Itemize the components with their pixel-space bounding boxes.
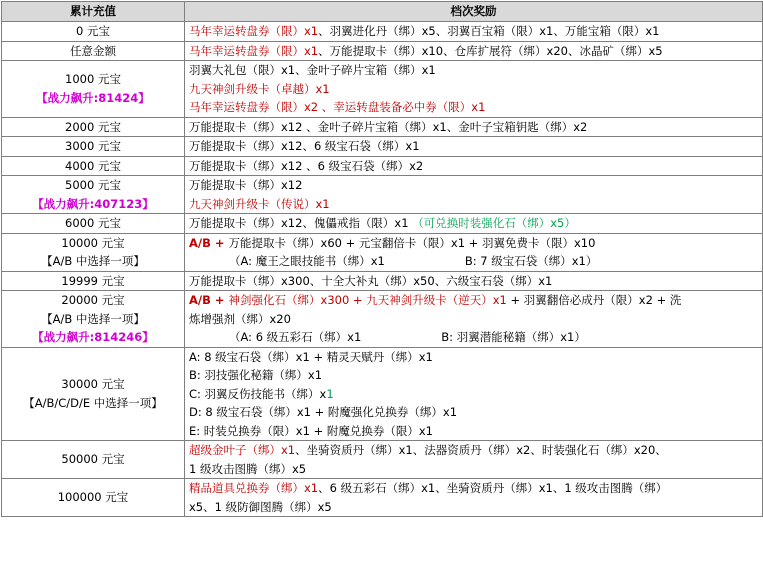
reward-line	[189, 441, 758, 460]
reward-text: （可兑换时装强化石（绑）x5）	[412, 216, 576, 230]
reward-text: x5、1 级防御图腾（绑）x5	[189, 499, 332, 514]
recharge-amount: 100000 元宝	[57, 490, 129, 505]
reward-line	[189, 348, 758, 367]
reward-line	[189, 176, 758, 195]
reward-text: 、万能提取卡（绑）x10、仓库扩展符（绑）x20、冰晶矿（绑）x5	[318, 43, 663, 58]
reward-text: 1	[326, 386, 334, 401]
recharge-amount-cell	[2, 479, 185, 517]
header-row	[2, 2, 763, 22]
reward-table-body	[2, 22, 763, 517]
reward-line	[189, 61, 758, 80]
reward-line	[189, 310, 758, 329]
recharge-amount-cell	[2, 156, 185, 176]
recharge-amount-cell	[2, 271, 185, 291]
reward-text: 精品道具兑换券（绑）x1	[189, 481, 319, 495]
choice-note: 【A/B 中选择一项】	[41, 311, 145, 326]
tier-reward-cell	[185, 441, 763, 479]
tier-reward-cell	[185, 291, 763, 348]
tier-reward-cell	[185, 479, 763, 517]
recharge-amount: 19999 元宝	[61, 273, 125, 288]
tier-reward-cell	[185, 347, 763, 441]
table-row	[2, 117, 763, 137]
recharge-amount-cell	[2, 347, 185, 441]
reward-text: A/B +	[189, 293, 229, 307]
tier-reward-cell	[185, 214, 763, 234]
power-boost-label: 【战力飙升:81424】	[36, 90, 150, 105]
reward-line	[189, 252, 758, 271]
reward-line	[189, 291, 758, 310]
reward-text: 炼增强剂（绑）x20	[189, 311, 291, 326]
reward-text: 万能提取卡（绑）x300、十全大补丸（绑）x50、六级宝石袋（绑）x1	[189, 273, 553, 288]
power-boost-label: 【战力飙升:814246】	[32, 330, 154, 344]
table-row	[2, 233, 763, 271]
recharge-amount-cell	[2, 291, 185, 348]
reward-line	[189, 157, 758, 176]
reward-text: 万能提取卡（绑）x12、6 级宝石袋（绑）x1	[189, 139, 420, 153]
recharge-amount: 6000 元宝	[65, 216, 121, 230]
reward-text: 、羽翼进化丹（绑）x5、羽翼百宝箱（限）x1、万能宝箱（限）x1	[318, 24, 660, 38]
reward-text: C: 羽翼反伤技能书（绑）x	[189, 386, 327, 401]
tier-reward-cell	[185, 22, 763, 42]
recharge-amount: 30000 元宝	[61, 377, 125, 392]
recharge-amount: 5000 元宝	[65, 178, 121, 192]
reward-line	[189, 422, 758, 441]
reward-line	[189, 195, 758, 214]
table-row	[2, 291, 763, 348]
tier-reward-cell	[185, 271, 763, 291]
table-row	[2, 271, 763, 291]
reward-text: 万能提取卡（绑）x12	[189, 178, 303, 192]
tier-reward-cell	[185, 61, 763, 118]
reward-line	[189, 214, 758, 233]
table-row	[2, 347, 763, 441]
recharge-amount: 4000 元宝	[65, 158, 121, 173]
reward-text: B: 羽技强化秘籍（绑）x1	[189, 368, 323, 382]
reward-text: （A: 魔王之眼技能书（绑）x1	[229, 254, 385, 268]
reward-line	[189, 272, 758, 291]
reward-line	[189, 118, 758, 137]
reward-text: （A: 6 级五彩石（绑）x1	[229, 330, 362, 344]
reward-line	[189, 22, 758, 41]
reward-text: 万能提取卡（绑）x12 、金叶子碎片宝箱（绑）x1、金叶子宝箱钥匙（绑）x2	[189, 119, 588, 134]
reward-text: 九天神剑升级卡（传说）x1	[189, 196, 330, 211]
recharge-amount-cell	[2, 22, 185, 42]
reward-line	[189, 80, 758, 99]
reward-line	[189, 479, 758, 498]
reward-text: 马年幸运转盘券（限）x2 、幸运转盘装备必中券（限）x1	[189, 100, 486, 114]
reward-text: 神剑强化石（绑）x300 + 九天神剑升级卡（逆天）x1	[228, 293, 507, 307]
recharge-amount: 10000 元宝	[61, 235, 125, 250]
reward-text: B: 7 级宝石袋（绑）x1）	[464, 254, 598, 268]
table-row	[2, 156, 763, 176]
table-row	[2, 214, 763, 234]
reward-text: + 羽翼翻倍必成丹（限）x2 + 洗	[506, 293, 682, 307]
reward-line	[189, 498, 758, 517]
tier-reward-cell	[185, 117, 763, 137]
reward-text: 、坐骑资质丹（绑）x1、法器资质丹（绑）x2、时装强化石（绑）x20、	[295, 443, 667, 457]
reward-text: 万能提取卡（绑）x60 + 元宝翻倍卡（限）x1 + 羽翼免费卡（限）x10	[228, 235, 596, 250]
reward-text: 万能提取卡（绑）x12、傀儡戒指（限）x1	[189, 216, 413, 230]
reward-line	[189, 403, 758, 422]
reward-text: 九天神剑升级卡（卓越）x1	[189, 81, 330, 96]
recharge-amount-cell	[2, 137, 185, 157]
reward-line	[189, 385, 758, 404]
reward-line	[189, 137, 758, 156]
recharge-amount: 0 元宝	[76, 24, 110, 38]
tier-reward-cell	[185, 233, 763, 271]
table-row	[2, 441, 763, 479]
tier-reward-cell	[185, 41, 763, 61]
reward-text: 超级金叶子（绑）x1	[189, 443, 296, 457]
reward-text: 羽翼大礼包（限）x1、金叶子碎片宝箱（绑）x1	[189, 63, 436, 77]
recharge-amount: 3000 元宝	[65, 139, 121, 153]
reward-line	[189, 366, 758, 385]
reward-table	[1, 1, 763, 517]
header-tier-reward: 档次奖励	[185, 2, 763, 22]
header-total-recharge: 累计充值	[2, 2, 185, 22]
tier-reward-cell	[185, 176, 763, 214]
choice-note: 【A/B/C/D/E 中选择一项】	[23, 395, 163, 410]
recharge-amount-cell	[2, 41, 185, 61]
recharge-amount: 任意金额	[70, 43, 116, 58]
tier-reward-cell	[185, 156, 763, 176]
table-row	[2, 479, 763, 517]
reward-text: 马年幸运转盘券（限）x1	[189, 43, 319, 58]
recharge-amount: 2000 元宝	[65, 119, 121, 134]
power-boost-label: 【战力飙升:407123】	[32, 196, 154, 211]
reward-text: 马年幸运转盘券（限）x1	[189, 24, 319, 38]
table-row	[2, 22, 763, 42]
reward-text: 万能提取卡（绑）x12 、6 级宝石袋（绑）x2	[189, 158, 424, 173]
table-row	[2, 61, 763, 118]
recharge-amount: 20000 元宝	[61, 293, 125, 307]
recharge-amount: 50000 元宝	[61, 452, 125, 467]
recharge-amount-cell	[2, 441, 185, 479]
choice-note: 【A/B 中选择一项】	[41, 254, 145, 268]
recharge-amount-cell	[2, 176, 185, 214]
reward-text: 、6 级五彩石（绑）x1、坐骑资质丹（绑）x1、1 级攻击图腾（绑）	[318, 481, 668, 495]
reward-line	[189, 42, 758, 61]
recharge-amount: 1000 元宝	[65, 72, 121, 87]
reward-text: A: 8 级宝石袋（绑）x1 + 精灵天赋丹（绑）x1	[189, 349, 433, 364]
table-row	[2, 41, 763, 61]
recharge-amount-cell	[2, 214, 185, 234]
table-row	[2, 176, 763, 214]
recharge-amount-cell	[2, 61, 185, 118]
table-row	[2, 137, 763, 157]
reward-line	[189, 328, 758, 347]
reward-text: A/B +	[189, 235, 229, 250]
recharge-amount-cell	[2, 117, 185, 137]
reward-line	[189, 460, 758, 479]
reward-line	[189, 98, 758, 117]
reward-text: 1 级攻击图腾（绑）x5	[189, 461, 307, 476]
recharge-amount-cell	[2, 233, 185, 271]
tier-reward-cell	[185, 137, 763, 157]
reward-text: B: 羽翼潜能秘籍（绑）x1）	[441, 330, 586, 344]
reward-line	[189, 234, 758, 253]
reward-text: D: 8 级宝石袋（绑）x1 + 附魔强化兑换券（绑）x1	[189, 405, 458, 419]
reward-text: E: 时装兑换券（限）x1 + 附魔兑换券（限）x1	[189, 423, 433, 438]
